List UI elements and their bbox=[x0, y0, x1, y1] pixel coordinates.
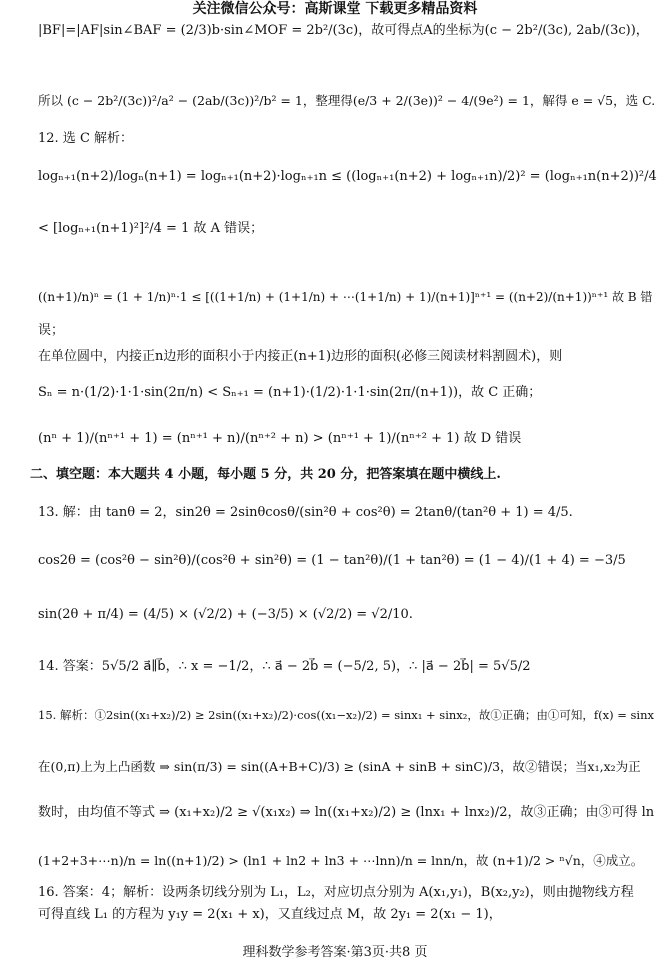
text-line: 误； bbox=[38, 323, 65, 338]
problem-12-heading: 12. 选 C 解析： bbox=[38, 131, 134, 146]
text-line: 在(0,π)上为上凸函数 ⇒ sin(π/3) = sin((A+B+C)/3) ≥ (sinA + sinB + sinC)/3，故②错误；当x₁,x₂为正 bbox=[38, 759, 641, 774]
text-line: (1+2+3+⋯n)/n = ln((n+1)/2) > (ln1 + ln2 + ln3 + ⋯lnn)/n = lnn/n，故 (n+1)/2 > ⁿ√n，④成立。 bbox=[38, 853, 644, 868]
text-line: 可得直线 L₁ 的方程为 y₁y = 2(x₁ + x)，又直线过点 M，故 2y₁ = 2(x₁ − 1)， bbox=[38, 907, 502, 922]
text-line: sin(2θ + π/4) = (4/5) × (√2/2) + (−3/5) × (√2/2) = √2/10. bbox=[38, 607, 413, 622]
problem-15-line: 15. 解析：①2sin((x₁+x₂)/2) ≥ 2sin((x₁+x₂)/2)·cos((x₁−x₂)/2) = sinx₁ + sinx₂，故①正确；由①可知，f(x) = sinx bbox=[38, 708, 655, 722]
text-line: (nⁿ + 1)/(nⁿ⁺¹ + 1) = (nⁿ⁺¹ + n)/(nⁿ⁺² + n) > (nⁿ⁺¹ + 1)/(nⁿ⁺² + 1) 故 D 错误 bbox=[38, 431, 522, 446]
text-line: < [logₙ₊₁(n+1)²]²/4 = 1 故 A 错误； bbox=[38, 221, 264, 236]
wechat-banner: 关注微信公众号：高斯课堂 下载更多精品资料 bbox=[192, 1, 478, 17]
text-line: 数时，由均值不等式 ⇒ (x₁+x₂)/2 ≥ √(x₁x₂) ⇒ ln((x₁+x₂)/2) ≥ (lnx₁ + lnx₂)/2，故③正确；由③可得 ln bbox=[38, 805, 655, 820]
section-heading: 二、填空题：本大题共 4 小题，每小题 5 分，共 20 分，把答案填在题中横线上. bbox=[30, 467, 501, 482]
text-line: logₙ₊₁(n+2)/logₙ(n+1) = logₙ₊₁(n+2)·logₙ₊₁n ≤ ((logₙ₊₁(n+2) + logₙ₊₁n)/2)² = (logₙ₊₁n(n+2))²/4 bbox=[38, 169, 657, 184]
page-footer: 理科数学参考答案·第3页·共8 页 bbox=[242, 945, 428, 960]
text-line: ((n+1)/n)ⁿ = (1 + 1/n)ⁿ·1 ≤ [((1+1/n) + (1+1/n) + ⋯(1+1/n) + 1)/(n+1)]ⁿ⁺¹ = ((n+2)/(n+1))ⁿ⁺¹ 故 B 错 bbox=[38, 290, 653, 304]
text-line: 所以 (c − 2b²/(3c))²/a² − (2ab/(3c))²/b² = 1，整理得(e/3 + 2/(3e))² − 4/(9e²) = 1，解得 e = √5，选 C. bbox=[38, 93, 656, 108]
problem-16-line: 16. 答案：4；解析：设两条切线分别为 L₁，L₂，对应切点分别为 A(x₁,y₁)，B(x₂,y₂)，则由抛物线方程 bbox=[38, 885, 634, 900]
problem-14-line: 14. 答案：5√5/2 a⃗∥b⃗，∴ x = −1/2，∴ a⃗ − 2b⃗ = (−5/2, 5)，∴ |a⃗ − 2b⃗| = 5√5/2 bbox=[38, 659, 531, 674]
text-line: cos2θ = (cos²θ − sin²θ)/(cos²θ + sin²θ) = (1 − tan²θ)/(1 + tan²θ) = (1 − 4)/(1 + 4) = −3/5 bbox=[38, 553, 626, 568]
text-line: |BF|=|AF|sin∠BAF = (2/3)b·sin∠MOF = 2b²/(3c)，故可得点A的坐标为(c − 2b²/(3c), 2ab/(3c))， bbox=[38, 23, 649, 38]
problem-13-line: 13. 解：由 tanθ = 2，sin2θ = 2sinθcosθ/(sin²θ + cos²θ) = 2tanθ/(tan²θ + 1) = 4/5. bbox=[38, 505, 573, 520]
text-line: Sₙ = n·(1/2)·1·1·sin(2π/n) < Sₙ₊₁ = (n+1)·(1/2)·1·1·sin(2π/(n+1))，故 C 正确； bbox=[38, 385, 542, 400]
text-line: 在单位圆中，内接正n边形的面积小于内接正(n+1)边形的面积(必修三阅读材料割圆术)，则 bbox=[38, 349, 563, 364]
